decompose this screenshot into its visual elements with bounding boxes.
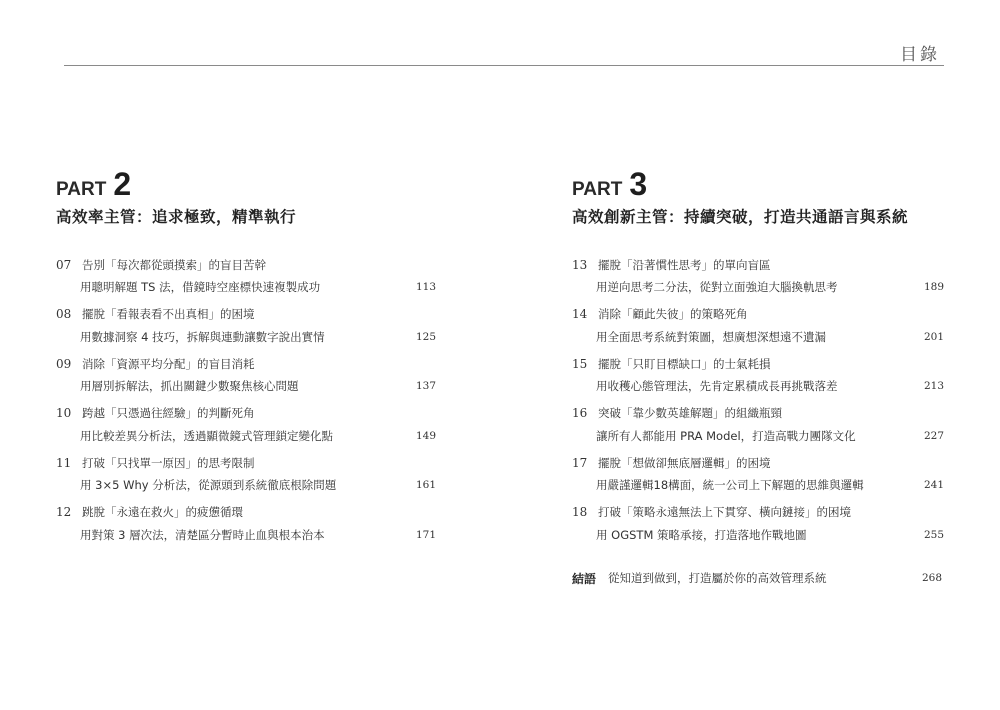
part-2-section xyxy=(56,168,436,550)
page-number: 201 xyxy=(923,330,944,343)
toc-entry-conclusion[interactable] xyxy=(572,568,942,588)
part-label: PART xyxy=(56,179,107,200)
page-number: 161 xyxy=(415,479,436,491)
page-number: 227 xyxy=(923,429,944,442)
chapter-title: 消除「顧此失彼」的策略死角 xyxy=(598,307,748,321)
chapter-subtitle: 用聰明解題 TS 法，借鏡時空座標快速複製成功 xyxy=(80,280,321,294)
chapter-number: 12 xyxy=(56,505,72,519)
page-number: 149 xyxy=(415,429,436,442)
chapter-subtitle: 用對策 3 層次法，清楚區分暫時止血與根本治本 xyxy=(80,527,325,542)
chapter-subtitle: 用收穫心態管理法，先肯定累積成長再挑戰落差 xyxy=(596,379,838,393)
chapter-subtitle: 用層別拆解法，抓出關鍵少數聚焦核心問題 xyxy=(80,379,299,393)
chapter-number: 09 xyxy=(56,356,72,371)
page-number: 171 xyxy=(415,528,436,541)
chapter-title: 擺脫「看報表看不出真相」的困境 xyxy=(82,307,255,321)
toc-entry[interactable] xyxy=(572,451,944,501)
chapter-title: 突破「靠少數英雄解題」的組織瓶頸 xyxy=(598,406,782,420)
toc-list xyxy=(572,253,944,550)
part-title: 高效創新主管：持續突破，打造共通語言與系統 xyxy=(572,208,909,226)
toc-entry[interactable] xyxy=(56,303,436,353)
chapter-title: 擺脫「沿著慣性思考」的單向盲區 xyxy=(598,257,771,272)
chapter-title: 消除「資源平均分配」的盲目消耗 xyxy=(82,356,255,371)
chapter-title: 跨越「只憑過往經驗」的判斷死角 xyxy=(82,406,255,420)
part-3-section xyxy=(572,168,944,550)
page-number: 213 xyxy=(923,380,944,392)
toc-entry[interactable] xyxy=(572,501,944,551)
chapter-subtitle: 用比較差異分析法，透過顯微鏡式管理鎖定變化點 xyxy=(80,428,333,443)
chapter-number: 10 xyxy=(56,406,72,420)
chapter-number: 07 xyxy=(56,257,72,272)
part-number: 3 xyxy=(629,166,648,202)
toc-entry[interactable] xyxy=(572,352,944,402)
conclusion-label: 結語 xyxy=(572,571,597,586)
page-number: 241 xyxy=(923,479,944,491)
toc-entry[interactable] xyxy=(56,352,436,402)
chapter-number: 14 xyxy=(572,307,588,321)
chapter-subtitle: 用逆向思考二分法，從對立面強迫大腦換軌思考 xyxy=(596,280,838,294)
part-title: 高效率主管：追求極致，精準執行 xyxy=(56,208,297,226)
chapter-number: 08 xyxy=(56,307,72,321)
chapter-subtitle: 用數據洞察 4 技巧，拆解與連動讓數字說出實情 xyxy=(80,329,325,344)
part-heading xyxy=(572,168,944,200)
part-heading xyxy=(56,168,436,200)
toc-entry[interactable] xyxy=(572,303,944,353)
chapter-title: 打破「只找單一原因」的思考限制 xyxy=(82,455,255,470)
page-number: 255 xyxy=(923,528,944,541)
toc-entry[interactable] xyxy=(572,402,944,452)
chapter-title: 擺脫「想做卻無底層邏輯」的困境 xyxy=(598,455,771,470)
chapter-title: 打破「策略永遠無法上下貫穿、橫向鏈接」的困境 xyxy=(598,505,851,519)
chapter-title: 跳脫「永遠在救火」的疲憊循環 xyxy=(82,505,243,519)
part-label: PART xyxy=(572,179,623,200)
chapter-number: 18 xyxy=(572,505,588,519)
page-number: 113 xyxy=(415,281,436,293)
chapter-subtitle: 用全面思考系統對策圖，想廣想深想遠不遺漏 xyxy=(596,329,826,344)
chapter-subtitle: 用嚴謹邏輯18構面，統一公司上下解題的思維與邏輯 xyxy=(596,478,864,492)
part-number: 2 xyxy=(113,166,132,202)
chapter-number: 13 xyxy=(572,257,588,272)
header-title: 目錄 xyxy=(900,45,940,65)
chapter-number: 15 xyxy=(572,356,588,371)
toc-entry[interactable] xyxy=(56,253,436,303)
chapter-subtitle: 用 3×5 Why 分析法，從源頭到系統徹底根除問題 xyxy=(80,478,337,492)
toc-list xyxy=(56,253,436,550)
chapter-subtitle: 讓所有人都能用 PRA Model，打造高戰力團隊文化 xyxy=(596,428,856,443)
chapter-number: 16 xyxy=(572,406,588,420)
chapter-subtitle: 用 OGSTM 策略承接，打造落地作戰地圖 xyxy=(596,527,807,542)
toc-entry[interactable] xyxy=(572,253,944,303)
toc-entry[interactable] xyxy=(56,402,436,452)
page-number: 268 xyxy=(921,572,942,584)
page-number: 137 xyxy=(415,380,436,392)
chapter-title: 告別「每次都從頭摸索」的盲目苦幹 xyxy=(82,257,266,272)
chapter-title: 擺脫「只盯目標缺口」的士氣耗損 xyxy=(598,356,771,371)
page-number: 125 xyxy=(415,330,436,343)
conclusion-title: 從知道到做到，打造屬於你的高效管理系統 xyxy=(608,571,827,585)
toc-entry[interactable] xyxy=(56,451,436,501)
page-number: 189 xyxy=(923,281,944,293)
toc-entry[interactable] xyxy=(56,501,436,551)
chapter-number: 11 xyxy=(56,455,72,470)
header-rule xyxy=(64,65,944,66)
chapter-number: 17 xyxy=(572,455,588,470)
